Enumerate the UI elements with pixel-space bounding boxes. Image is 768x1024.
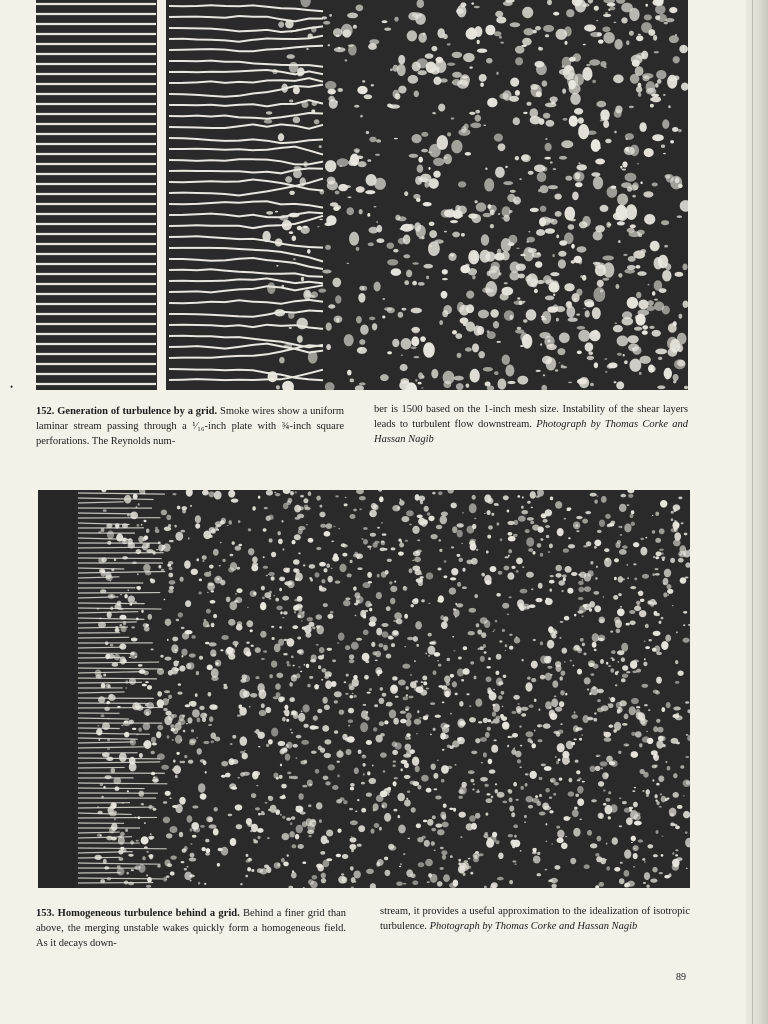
caption-152-right [374,402,688,447]
caption-153-text-right: stream, it provides a useful approximation to the idealization of isotropic turbulence. [380,906,690,932]
caption-152-number: 152. [36,406,55,417]
caption-153-credit: Photograph by Thomas Corke and Hassan Nagib [429,921,638,932]
caption-152-left [36,404,344,449]
caption-153-text-left: Behind a finer grid than above, the merging unstable wakes quickly form a homogeneous field. As it decays down- [36,908,346,949]
margin-mark: • [10,382,14,392]
caption-152-text-right: ber is 1500 based on the 1-inch mesh size. Instability of the shear layers leads to turbulent flow downstream. [374,404,688,430]
caption-152-credit: Photograph by Thomas Corke and Hassan Nagib [374,419,689,445]
photo-grid-turbulence [36,0,688,390]
caption-153-left [36,906,346,951]
caption-153-title: Homogeneous turbulence behind a grid. [57,908,240,919]
caption-152-title: Generation of turbulence by a grid. [57,406,218,417]
photo-homogeneous-turbulence [38,490,690,888]
caption-153-number: 153. [36,908,55,919]
page-edge [746,0,768,1024]
caption-152-text-left: Smoke wires show a uniform laminar stream passing through a ¹⁄₁₆-inch plate with ¾-inch square perforations. The Reynolds num- [36,406,345,447]
caption-153-right [380,904,690,934]
page-number: 89 [676,972,686,983]
